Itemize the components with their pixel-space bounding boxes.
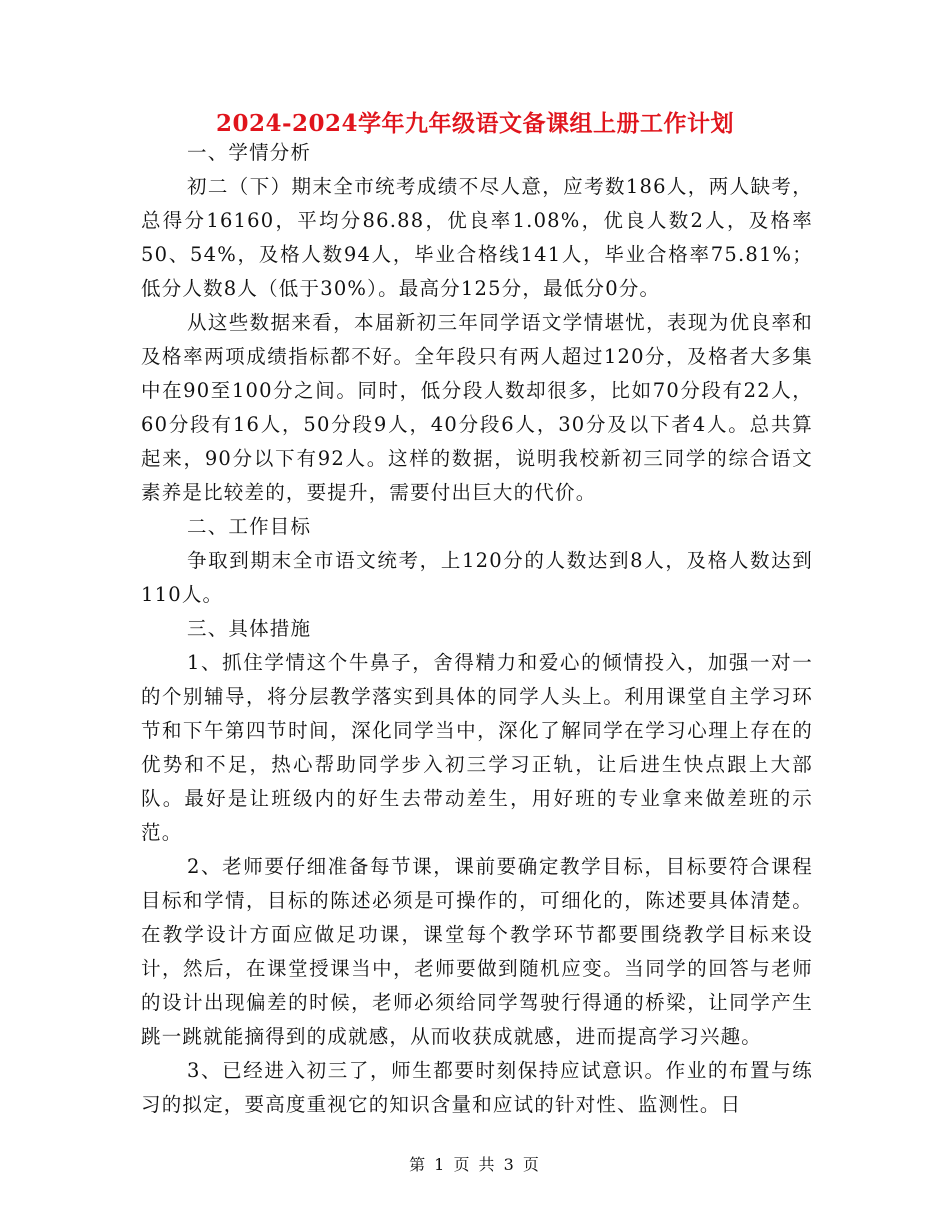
paragraph-data-analysis: 从这些数据来看，本届新初三年同学语文学情堪忧，表现为优良率和及格率两项成绩指标都不好。全年段只有两人超过120分，及格者大多集中在90至100分之间。同时，低分段人数却很多，比如70分段有22人，60分段有16人，50分段9人，40分段6人，30分及以下者4人。总共算起来，90分以下有92人。这样的数据，说明我校新初三同学的综合语文素养是比较差的，要提升，需要付出巨大的代价。 — [141, 311, 813, 504]
paragraph-measure-3: 3、已经进入初三了，师生都要时刻保持应试意识。作业的布置与练习的拟定，要高度重视它的知识含量和应试的针对性、监测性。日 — [141, 1059, 813, 1116]
section-heading-analysis: 一、学情分析 — [187, 141, 312, 164]
paragraph-measure-1: 1、抓住学情这个牛鼻子，舍得精力和爱心的倾情投入，加强一对一的个别辅导，将分层教学落实到具体的同学人头上。利用课堂自主学习环节和下午第四节时间，深化同学当中，深化了解同学在学习心理上存在的优势和不足，热心帮助同学步入初三学习正轨，让后进生快点跟上大部队。最好是让班级内的好生去带动差生，用好班的专业拿来做差班的示范。 — [141, 651, 813, 844]
page-footer: 第 1 页 共 3 页 — [409, 1155, 541, 1174]
document-body — [141, 136, 813, 1122]
document-title: 2024-2024学年九年级语文备课组上册工作计划 — [215, 110, 735, 137]
paragraph-exam-stats: 初二（下）期末全市统考成绩不尽人意，应考数186人，两人缺考，总得分16160，平均分86.88，优良率1.08%，优良人数2人，及格率50、54%，及格人数94人，毕业合格线141人，毕业合格率75.81%；低分人数8人（低于30%）。最高分125分，最低分0分。 — [141, 175, 813, 300]
paragraph-goals: 争取到期末全市语文统考，上120分的人数达到8人，及格人数达到110人。 — [141, 549, 813, 606]
paragraph-measure-2: 2、老师要仔细准备每节课，课前要确定教学目标，目标要符合课程目标和学情，目标的陈述必须是可操作的，可细化的，陈述要具体清楚。在教学设计方面应做足功课，课堂每个教学环节都要围绕教学目标来设计，然后，在课堂授课当中，老师要做到随机应变。当同学的回答与老师的设计出现偏差的时候，老师必须给同学驾驶行得通的桥梁，让同学产生跳一跳就能摘得到的成就感，从而收获成就感，进而提高学习兴趣。 — [141, 855, 813, 1048]
section-heading-goals: 二、工作目标 — [187, 515, 312, 538]
section-heading-measures: 三、具体措施 — [187, 617, 312, 640]
